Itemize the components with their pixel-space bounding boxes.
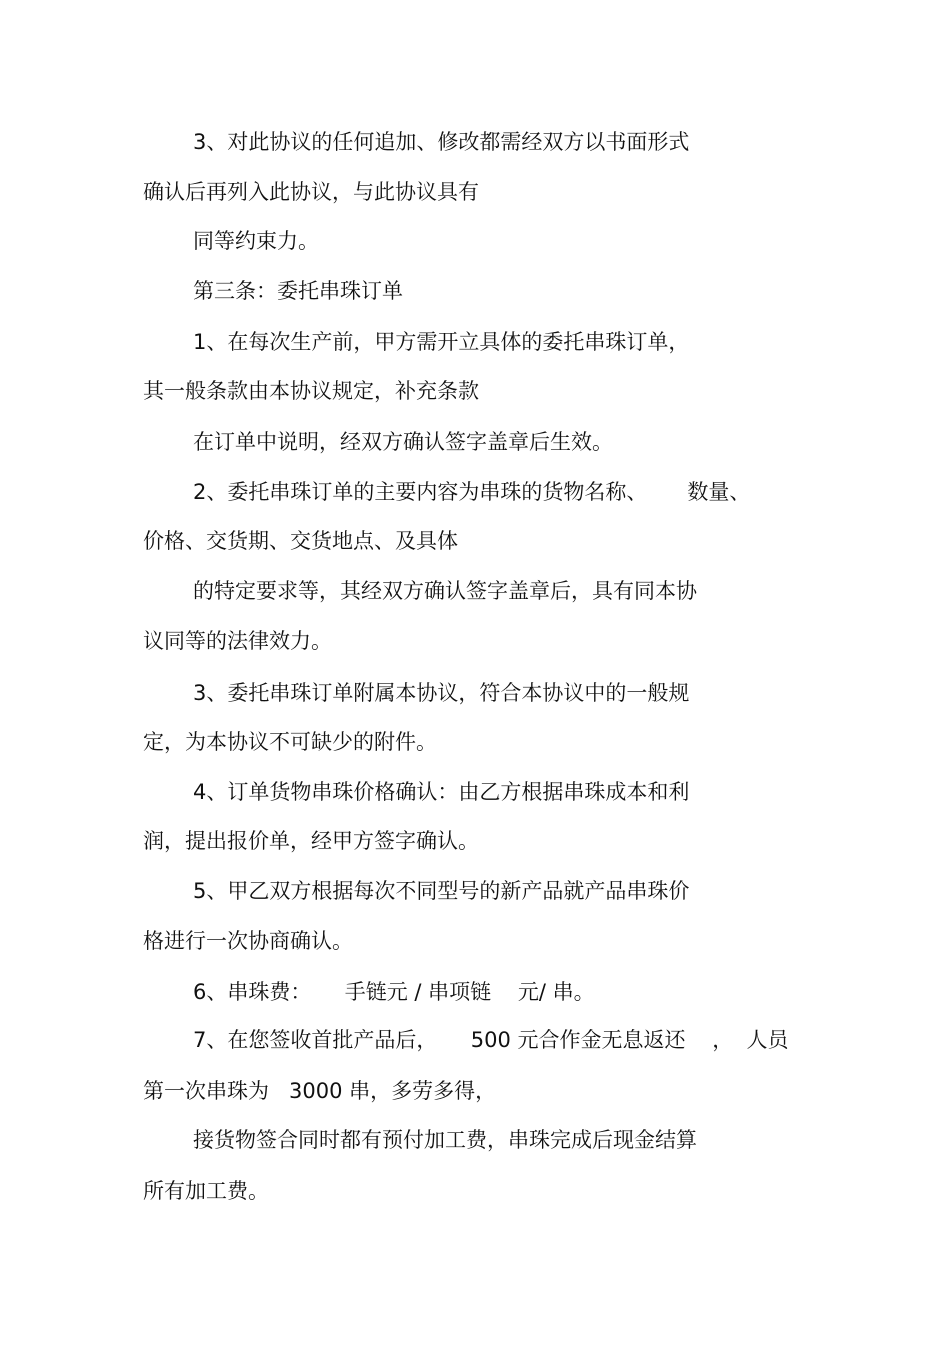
paragraph-line: 4、订单货物串珠价格确认：由乙方根据串珠成本和利 bbox=[193, 780, 690, 804]
paragraph-line: 在订单中说明，经双方确认签字盖章后生效。 bbox=[193, 430, 613, 454]
paragraph-line: 定，为本协议不可缺少的附件。 bbox=[143, 730, 437, 754]
paragraph-line: 3、委托串珠订单附属本协议，符合本协议中的一般规 bbox=[193, 681, 690, 705]
paragraph-line: 接货物签合同时都有预付加工费，串珠完成后现金结算 bbox=[193, 1128, 697, 1152]
paragraph-line: 7、在您签收首批产品后， 500 元合作金无息返还 ， 人员 bbox=[193, 1028, 789, 1052]
paragraph-line: 1、在每次生产前，甲方需开立具体的委托串珠订单， bbox=[193, 330, 690, 354]
section-heading: 第三条：委托串珠订单 bbox=[193, 279, 403, 303]
paragraph-line: 确认后再列入此协议，与此协议具有 bbox=[143, 180, 479, 204]
paragraph-line: 3、对此协议的任何追加、修改都需经双方以书面形式 bbox=[193, 130, 690, 154]
paragraph-line: 格进行一次协商确认。 bbox=[143, 929, 353, 953]
paragraph-line: 润，提出报价单，经甲方签字确认。 bbox=[143, 829, 479, 853]
paragraph-line: 价格、交货期、交货地点、及具体 bbox=[143, 529, 458, 553]
paragraph-line: 其一般条款由本协议规定，补充条款 bbox=[143, 379, 479, 403]
paragraph-line: 所有加工费。 bbox=[143, 1179, 269, 1203]
paragraph-line: 第一次串珠为 3000 串，多劳多得， bbox=[143, 1079, 497, 1103]
paragraph-line: 的特定要求等，其经双方确认签字盖章后，具有同本协 bbox=[193, 579, 697, 603]
paragraph-line: 6、串珠费： 手链元 / 串项链 元/ 串。 bbox=[193, 980, 595, 1004]
paragraph-line: 议同等的法律效力。 bbox=[143, 629, 332, 653]
paragraph-line: 2、委托串珠订单的主要内容为串珠的货物名称、 数量、 bbox=[193, 480, 751, 504]
paragraph-line: 5、甲乙双方根据每次不同型号的新产品就产品串珠价 bbox=[193, 879, 690, 903]
paragraph-line: 同等约束力。 bbox=[193, 229, 319, 253]
